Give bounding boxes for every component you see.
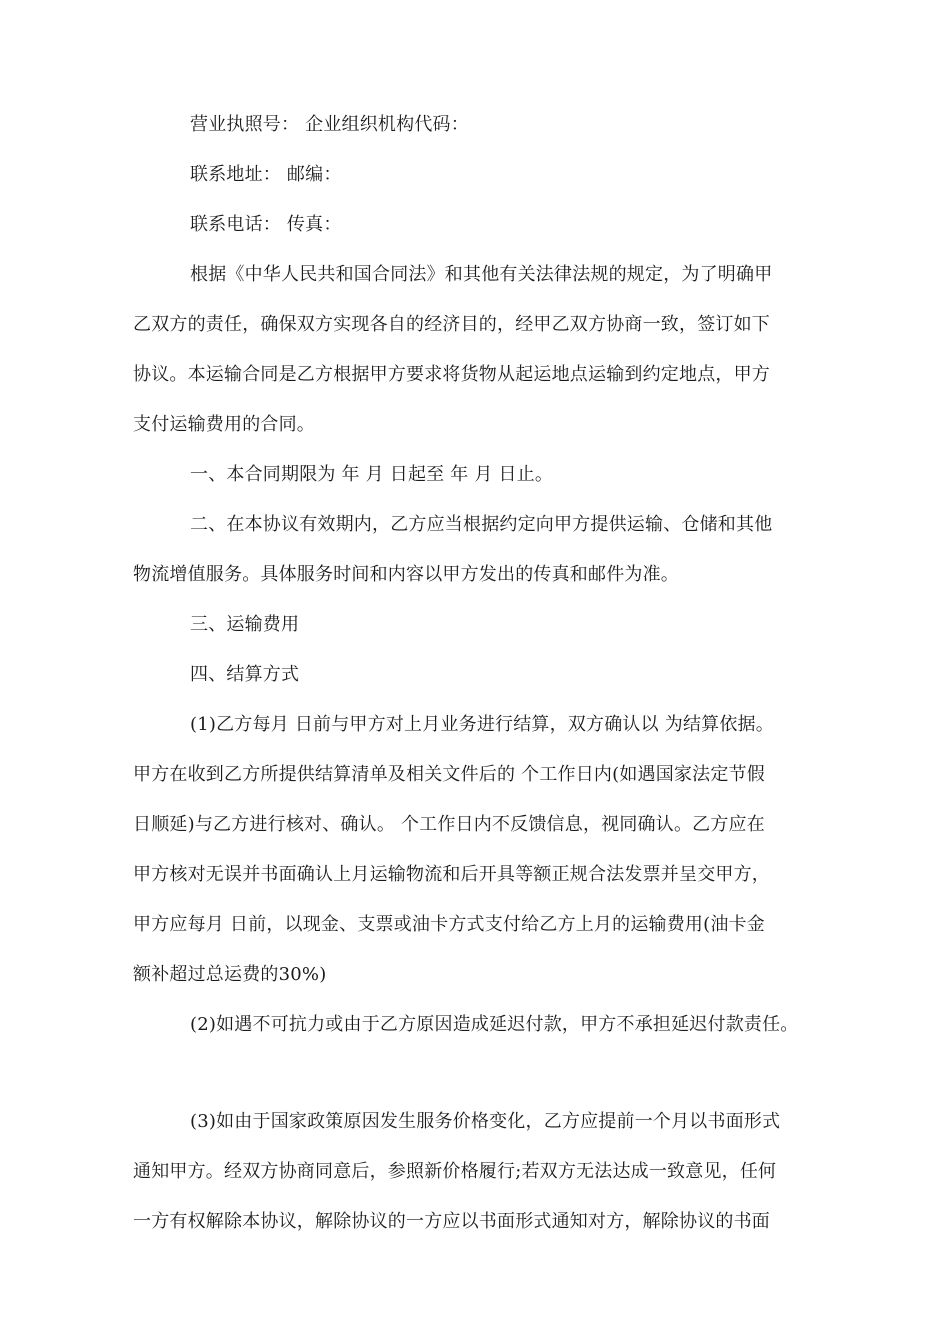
clause-4-heading: 四、结算方式 — [190, 664, 300, 685]
preamble-line-1: 根据《中华人民共和国合同法》和其他有关法律法规的规定，为了明确甲 — [190, 264, 773, 285]
license-line: 营业执照号： 企业组织机构代码： — [190, 114, 469, 135]
item-3-line-2: 通知甲方。经双方协商同意后，参照新价格履行;若双方无法达成一致意见，任何 — [133, 1161, 777, 1182]
item-3-line-1: (3)如由于国家政策原因发生服务价格变化，乙方应提前一个月以书面形式 — [190, 1111, 781, 1132]
item-1-line-3: 日顺延)与乙方进行核对、确认。 个工作日内不反馈信息，视同确认。乙方应在 — [133, 814, 765, 835]
preamble-line-2: 乙双方的责任，确保双方实现各自的经济目的，经甲乙双方协商一致，签订如下 — [133, 314, 770, 335]
clause-3-heading: 三、运输费用 — [190, 614, 300, 635]
item-1-line-5: 甲方应每月 日前，以现金、支票或油卡方式支付给乙方上月的运输费用(油卡金 — [133, 914, 765, 935]
preamble-line-3: 协议。本运输合同是乙方根据甲方要求将货物从起运地点运输到约定地点，甲方 — [133, 364, 770, 385]
clause-2-line-2: 物流增值服务。具体服务时间和内容以甲方发出的传真和邮件为准。 — [133, 564, 679, 585]
preamble-line-4: 支付运输费用的合同。 — [133, 414, 315, 435]
item-1-line-4: 甲方核对无误并书面确认上月运输物流和后开具等额正规合法发票并呈交甲方， — [133, 864, 770, 885]
item-1-line-6: 额补超过总运费的30%) — [133, 964, 327, 985]
item-1-line-1: (1)乙方每月 日前与甲方对上月业务进行结算，双方确认以 为结算依据。 — [190, 714, 774, 735]
item-1-line-2: 甲方在收到乙方所提供结算清单及相关文件后的 个工作日内(如遇国家法定节假 — [133, 764, 765, 785]
item-2: (2)如遇不可抗力或由于乙方原因造成延迟付款，甲方不承担延迟付款责任。 — [190, 1014, 799, 1035]
phone-line: 联系电话： 传真： — [190, 214, 342, 235]
address-line: 联系地址： 邮编： — [190, 164, 342, 185]
clause-1: 一、本合同期限为 年 月 日起至 年 月 日止。 — [190, 464, 554, 485]
clause-2-line-1: 二、在本协议有效期内，乙方应当根据约定向甲方提供运输、仓储和其他 — [190, 514, 773, 535]
item-3-line-3: 一方有权解除本协议，解除协议的一方应以书面形式通知对方，解除协议的书面 — [133, 1211, 770, 1232]
